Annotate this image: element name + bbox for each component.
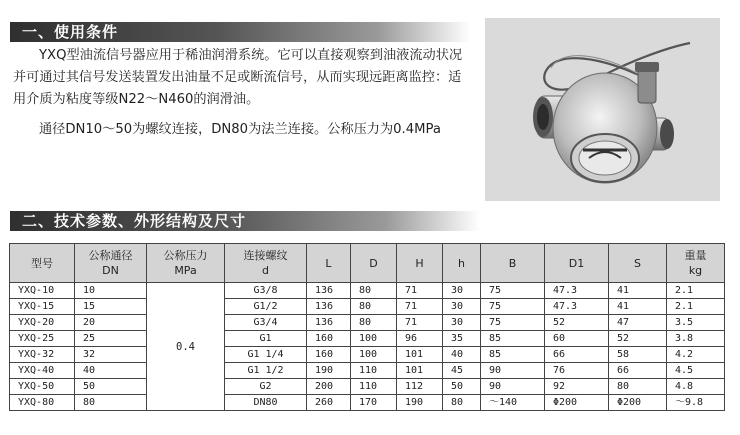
table-cell: G1/2 — [225, 299, 307, 315]
table-cell: 40 — [75, 363, 147, 379]
column-header — [609, 244, 667, 283]
table-cell: 85 — [481, 347, 545, 363]
table-cell: YXQ-20 — [10, 315, 75, 331]
table-cell: 15 — [75, 299, 147, 315]
table-cell: 190 — [307, 363, 351, 379]
column-header-label: 公称通径 — [88, 249, 133, 262]
table-cell: 75 — [481, 283, 545, 299]
usage-paragraph-2: 通径DN10～50为螺纹连接，DN80为法兰连接。公称压力为0.4MPa — [39, 122, 441, 137]
table-row — [10, 315, 725, 331]
table-header-row — [10, 244, 725, 283]
usage-paragraph-1: YXQ型油流信号器应用于稀油润滑系统。它可以直接观察到油液流动状况并可通过其信号发送装置发出油量不足或断流信号，从而实现远距离监控：适用介质为粘度等级N22～N460的润滑油。 — [13, 48, 463, 107]
table-cell: DN80 — [225, 395, 307, 411]
oil-flow-signaler-image — [485, 18, 720, 201]
table-cell: 170 — [351, 395, 397, 411]
table-cell: 136 — [307, 315, 351, 331]
table-cell: 80 — [609, 379, 667, 395]
table-cell: 90 — [481, 379, 545, 395]
column-header — [307, 244, 351, 283]
table-cell: 101 — [397, 347, 443, 363]
table-cell: G3/8 — [225, 283, 307, 299]
table-cell: ～9.8 — [667, 395, 725, 411]
table-cell: 80 — [75, 395, 147, 411]
column-header-label: S — [634, 256, 641, 270]
table-row — [10, 283, 725, 299]
table-cell: 92 — [545, 379, 609, 395]
table-cell: YXQ-15 — [10, 299, 75, 315]
pressure-cell: 0.4 — [147, 283, 225, 411]
table-cell: 4.8 — [667, 379, 725, 395]
table-cell: 110 — [351, 363, 397, 379]
column-header-unit: kg — [688, 264, 703, 277]
table-cell: 30 — [443, 283, 481, 299]
table-cell: 40 — [443, 347, 481, 363]
column-header-label: D — [369, 256, 378, 270]
table-cell: 66 — [545, 347, 609, 363]
column-header — [481, 244, 545, 283]
table-cell: Φ200 — [545, 395, 609, 411]
table-cell: 100 — [351, 331, 397, 347]
table-cell: 136 — [307, 283, 351, 299]
table-row — [10, 347, 725, 363]
table-cell: 60 — [545, 331, 609, 347]
section-header-specs — [10, 211, 480, 231]
table-cell: 71 — [397, 299, 443, 315]
table-cell: 52 — [545, 315, 609, 331]
column-header — [397, 244, 443, 283]
table-cell: 32 — [75, 347, 147, 363]
table-cell: 96 — [397, 331, 443, 347]
column-header — [10, 244, 75, 283]
section-title-specs: 二、技术参数、外形结构及尺寸 — [22, 212, 247, 230]
table-body — [10, 283, 725, 411]
table-cell: YXQ-10 — [10, 283, 75, 299]
table-cell: 110 — [351, 379, 397, 395]
table-cell: YXQ-50 — [10, 379, 75, 395]
table-cell: 80 — [443, 395, 481, 411]
table-cell: YXQ-32 — [10, 347, 75, 363]
table-cell: 80 — [351, 315, 397, 331]
table-row — [10, 331, 725, 347]
table-cell: 47.3 — [545, 283, 609, 299]
section-header-usage — [10, 22, 470, 42]
table-cell: G2 — [225, 379, 307, 395]
table-row — [10, 379, 725, 395]
table-cell: 112 — [397, 379, 443, 395]
section-title-usage: 一、使用条件 — [22, 23, 119, 41]
column-header — [147, 244, 225, 283]
table-cell: 136 — [307, 299, 351, 315]
column-header-unit: d — [262, 264, 269, 277]
table-cell: 80 — [351, 299, 397, 315]
spec-table — [9, 243, 725, 411]
column-header-label: 型号 — [31, 256, 53, 270]
table-cell: 160 — [307, 331, 351, 347]
table-row — [10, 299, 725, 315]
table-cell: 4.5 — [667, 363, 725, 379]
column-header-label: L — [325, 256, 332, 270]
table-cell: 80 — [351, 283, 397, 299]
column-header-unit: MPa — [174, 264, 197, 277]
column-header-label: 公称压力 — [163, 249, 208, 262]
table-cell: 41 — [609, 283, 667, 299]
table-cell: 30 — [443, 315, 481, 331]
column-header-label: h — [458, 256, 465, 270]
table-cell: 71 — [397, 283, 443, 299]
column-header-label: D1 — [568, 256, 585, 270]
table-cell: 190 — [397, 395, 443, 411]
table-cell: 35 — [443, 331, 481, 347]
table-cell: G1 — [225, 331, 307, 347]
table-cell: 75 — [481, 315, 545, 331]
table-row — [10, 395, 725, 411]
column-header — [351, 244, 397, 283]
table-cell: 76 — [545, 363, 609, 379]
table-cell: 75 — [481, 299, 545, 315]
table-cell: 10 — [75, 283, 147, 299]
table-cell: 58 — [609, 347, 667, 363]
table-cell: 3.5 — [667, 315, 725, 331]
table-cell: 71 — [397, 315, 443, 331]
table-cell: Φ200 — [609, 395, 667, 411]
table-cell: G3/4 — [225, 315, 307, 331]
table-cell: 90 — [481, 363, 545, 379]
table-cell: 2.1 — [667, 299, 725, 315]
column-header — [75, 244, 147, 283]
table-cell: 101 — [397, 363, 443, 379]
column-header — [667, 244, 725, 283]
column-header-label: H — [415, 256, 424, 270]
table-cell: 4.2 — [667, 347, 725, 363]
column-header — [225, 244, 307, 283]
table-cell: 20 — [75, 315, 147, 331]
table-cell: 160 — [307, 347, 351, 363]
table-cell: 3.8 — [667, 331, 725, 347]
table-cell: 50 — [75, 379, 147, 395]
column-header-label: B — [508, 256, 517, 270]
table-cell: 200 — [307, 379, 351, 395]
table-cell: ～140 — [481, 395, 545, 411]
table-cell: 47 — [609, 315, 667, 331]
column-header — [545, 244, 609, 283]
table-cell: 85 — [481, 331, 545, 347]
table-cell: 52 — [609, 331, 667, 347]
table-row — [10, 363, 725, 379]
table-cell: 260 — [307, 395, 351, 411]
table-cell: 66 — [609, 363, 667, 379]
table-cell: G1 1/2 — [225, 363, 307, 379]
table-cell: 30 — [443, 299, 481, 315]
column-header-unit: DN — [102, 264, 119, 277]
table-cell: 45 — [443, 363, 481, 379]
table-cell: 47.3 — [545, 299, 609, 315]
column-header-label: 重量 — [684, 249, 707, 262]
table-cell: G1 1/4 — [225, 347, 307, 363]
table-cell: YXQ-25 — [10, 331, 75, 347]
table-cell: YXQ-40 — [10, 363, 75, 379]
table-cell: 25 — [75, 331, 147, 347]
table-cell: 50 — [443, 379, 481, 395]
table-cell: 2.1 — [667, 283, 725, 299]
product-photo — [485, 18, 720, 201]
table-cell: 41 — [609, 299, 667, 315]
column-header — [443, 244, 481, 283]
column-header-label: 连接螺纹 — [243, 249, 288, 262]
table-cell: 100 — [351, 347, 397, 363]
table-cell: YXQ-80 — [10, 395, 75, 411]
